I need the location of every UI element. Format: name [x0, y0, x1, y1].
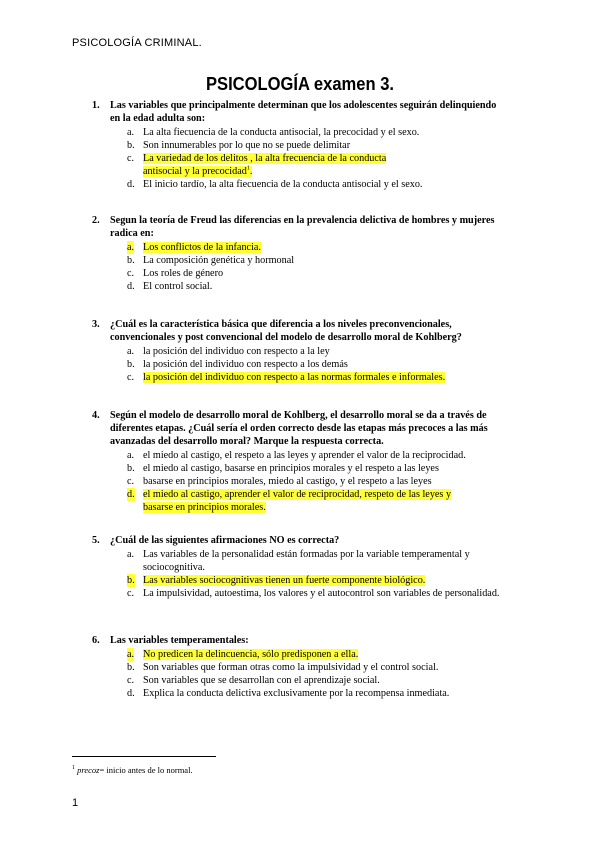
- question-number: 6.: [92, 635, 100, 646]
- question-1: [92, 99, 507, 191]
- option-text-highlighted: La variedad de los delitos , la alta frecuencia de la conducta antisocial y la precocidad$^1$.: [143, 153, 387, 177]
- option-text: Explica la conducta delictiva exclusivamente por la recompensa inmediata.: [143, 688, 450, 699]
- question-stem: [92, 214, 507, 240]
- answer-option: [92, 126, 507, 139]
- question-number: 2.: [92, 215, 100, 226]
- question-text: Segun la teoría de Freud las diferencias en la prevalencia delictiva de hombres y mujeres radica en:: [110, 215, 495, 239]
- question-stem: [92, 534, 507, 547]
- footnote-mark: 1: [72, 765, 75, 772]
- option-text: La alta fiecuencia de la conducta antisocial, la precocidad y el sexo.: [143, 127, 420, 138]
- footnote-ref: 1: [246, 165, 250, 172]
- option-letter: c.: [127, 153, 135, 164]
- option-letter: c.: [127, 588, 135, 599]
- question-text: ¿Cuál de las siguientes afirmaciones NO es correcta?: [110, 535, 340, 546]
- answer-option: [92, 280, 507, 293]
- question-3: [92, 318, 507, 384]
- answer-option: [92, 139, 507, 152]
- question-number: 3.: [92, 319, 100, 330]
- answer-option: [92, 449, 507, 462]
- option-text: la posición del individuo con respecto a los demás: [143, 359, 348, 370]
- answer-option-correct: [92, 152, 405, 178]
- option-letter: c.: [127, 675, 135, 686]
- question-text: ¿Cuál es la característica básica que diferencia a los niveles preconvencionales, convencionales y post convencional del modelo de desarrollo moral de Kohlberg?: [110, 319, 462, 343]
- option-letter: a.: [127, 346, 135, 357]
- answer-option: [92, 178, 507, 191]
- answer-option: [92, 661, 507, 674]
- option-text-highlighted: Los conflictos de la infancia.: [143, 242, 261, 253]
- question-4: [92, 409, 507, 514]
- option-letter: a.: [127, 450, 135, 461]
- question-text: Las variables temperamentales:: [110, 635, 249, 646]
- option-letter: b.: [127, 463, 135, 474]
- option-letter: b.: [127, 255, 135, 266]
- answer-option-correct: [92, 371, 507, 384]
- option-letter: c.: [127, 476, 135, 487]
- question-stem: [92, 634, 507, 647]
- question-5: [92, 534, 507, 600]
- answer-option-correct: [92, 574, 507, 587]
- option-text: El inicio tardío, la alta fiecuencia de la conducta antisocial y el sexo.: [143, 179, 423, 190]
- option-letter: d.: [127, 489, 135, 500]
- question-stem: [92, 318, 507, 344]
- answer-option: [92, 548, 507, 574]
- option-letter: b.: [127, 575, 135, 586]
- option-letter: d.: [127, 688, 135, 699]
- option-text-highlighted: el miedo al castigo, aprender el valor de reciprocidad, respeto de las leyes y basarse en principios morales.: [143, 489, 452, 513]
- question-text: Según el modelo de desarrollo moral de Kohlberg, el desarrollo moral se da a través de diferentes etapas. ¿Cuál sería el orden correcto desde las etapas más precoces a las más avanzadas del desarrollo moral? Marque la respuesta correcta.: [110, 410, 488, 447]
- answer-option: [92, 587, 507, 600]
- answer-option: [92, 358, 507, 371]
- option-letter: b.: [127, 359, 135, 370]
- option-letter: a.: [127, 649, 135, 660]
- footnote-separator: [72, 756, 216, 757]
- answer-option-correct: [92, 488, 471, 514]
- footnote-term: precoz: [77, 765, 100, 775]
- answer-option-correct: [92, 648, 507, 661]
- option-text-highlighted: la posición del individuo con respecto a las normas formales e informales.: [143, 372, 446, 383]
- page-title: PSICOLOGÍA examen 3.: [205, 74, 395, 94]
- option-letter: b.: [127, 662, 135, 673]
- option-text: Son innumerables por lo que no se puede delimitar: [143, 140, 351, 151]
- option-text: basarse en principios morales, miedo al castigo, y el respeto a las leyes: [143, 476, 432, 487]
- question-stem: [92, 99, 507, 125]
- answer-option: [92, 687, 507, 700]
- footnote-text: = inicio antes de lo normal.: [99, 765, 193, 775]
- page-header: PSICOLOGÍA CRIMINAL.: [72, 37, 202, 49]
- option-text: la posición del individuo con respecto a la ley: [143, 346, 330, 357]
- footnote: [72, 765, 193, 775]
- option-text: Son variables que forman otras como la impulsividad y el control social.: [143, 662, 439, 673]
- answer-option: [92, 254, 507, 267]
- answer-option: [92, 267, 507, 280]
- question-number: 5.: [92, 535, 100, 546]
- option-text: La impulsividad, autoestima, los valores y el autocontrol son variables de personalidad.: [143, 588, 500, 599]
- question-text: Las variables que principalmente determinan que los adolescentes seguirán delinquiendo en la edad adulta son:: [110, 100, 497, 124]
- option-letter: d.: [127, 281, 135, 292]
- answer-option: [92, 475, 507, 488]
- question-number: 1.: [92, 100, 100, 111]
- page-number: 1: [72, 797, 79, 809]
- option-text: Los roles de género: [143, 268, 224, 279]
- option-text: La composición genética y hormonal: [143, 255, 295, 266]
- option-text: el miedo al castigo, el respeto a las leyes y aprender el valor de la reciprocidad.: [143, 450, 466, 461]
- option-text-highlighted: Las variables sociocognitivas tienen un fuerte componente biológico.: [143, 575, 426, 586]
- option-text-highlighted: No predicen la delincuencia, sólo predisponen a ella.: [143, 649, 359, 660]
- option-text: Las variables de la personalidad están formadas por la variable temperamental y sociocognitiva.: [143, 549, 470, 573]
- answer-option: [92, 345, 507, 358]
- option-letter: a.: [127, 549, 135, 560]
- option-text: el miedo al castigo, basarse en principios morales y el respeto a las leyes: [143, 463, 439, 474]
- option-letter: c.: [127, 268, 135, 279]
- option-letter: c.: [127, 372, 135, 383]
- question-6: [92, 634, 507, 700]
- option-letter: d.: [127, 179, 135, 190]
- option-text: El control social.: [143, 281, 213, 292]
- option-text: Son variables que se desarrollan con el aprendizaje social.: [143, 675, 380, 686]
- option-letter: a.: [127, 127, 135, 138]
- question-2: [92, 214, 507, 293]
- answer-option: [92, 674, 507, 687]
- answer-option-correct: [92, 241, 507, 254]
- question-number: 4.: [92, 410, 100, 421]
- option-letter: a.: [127, 242, 135, 253]
- question-stem: [92, 409, 507, 448]
- option-letter: b.: [127, 140, 135, 151]
- answer-option: [92, 462, 507, 475]
